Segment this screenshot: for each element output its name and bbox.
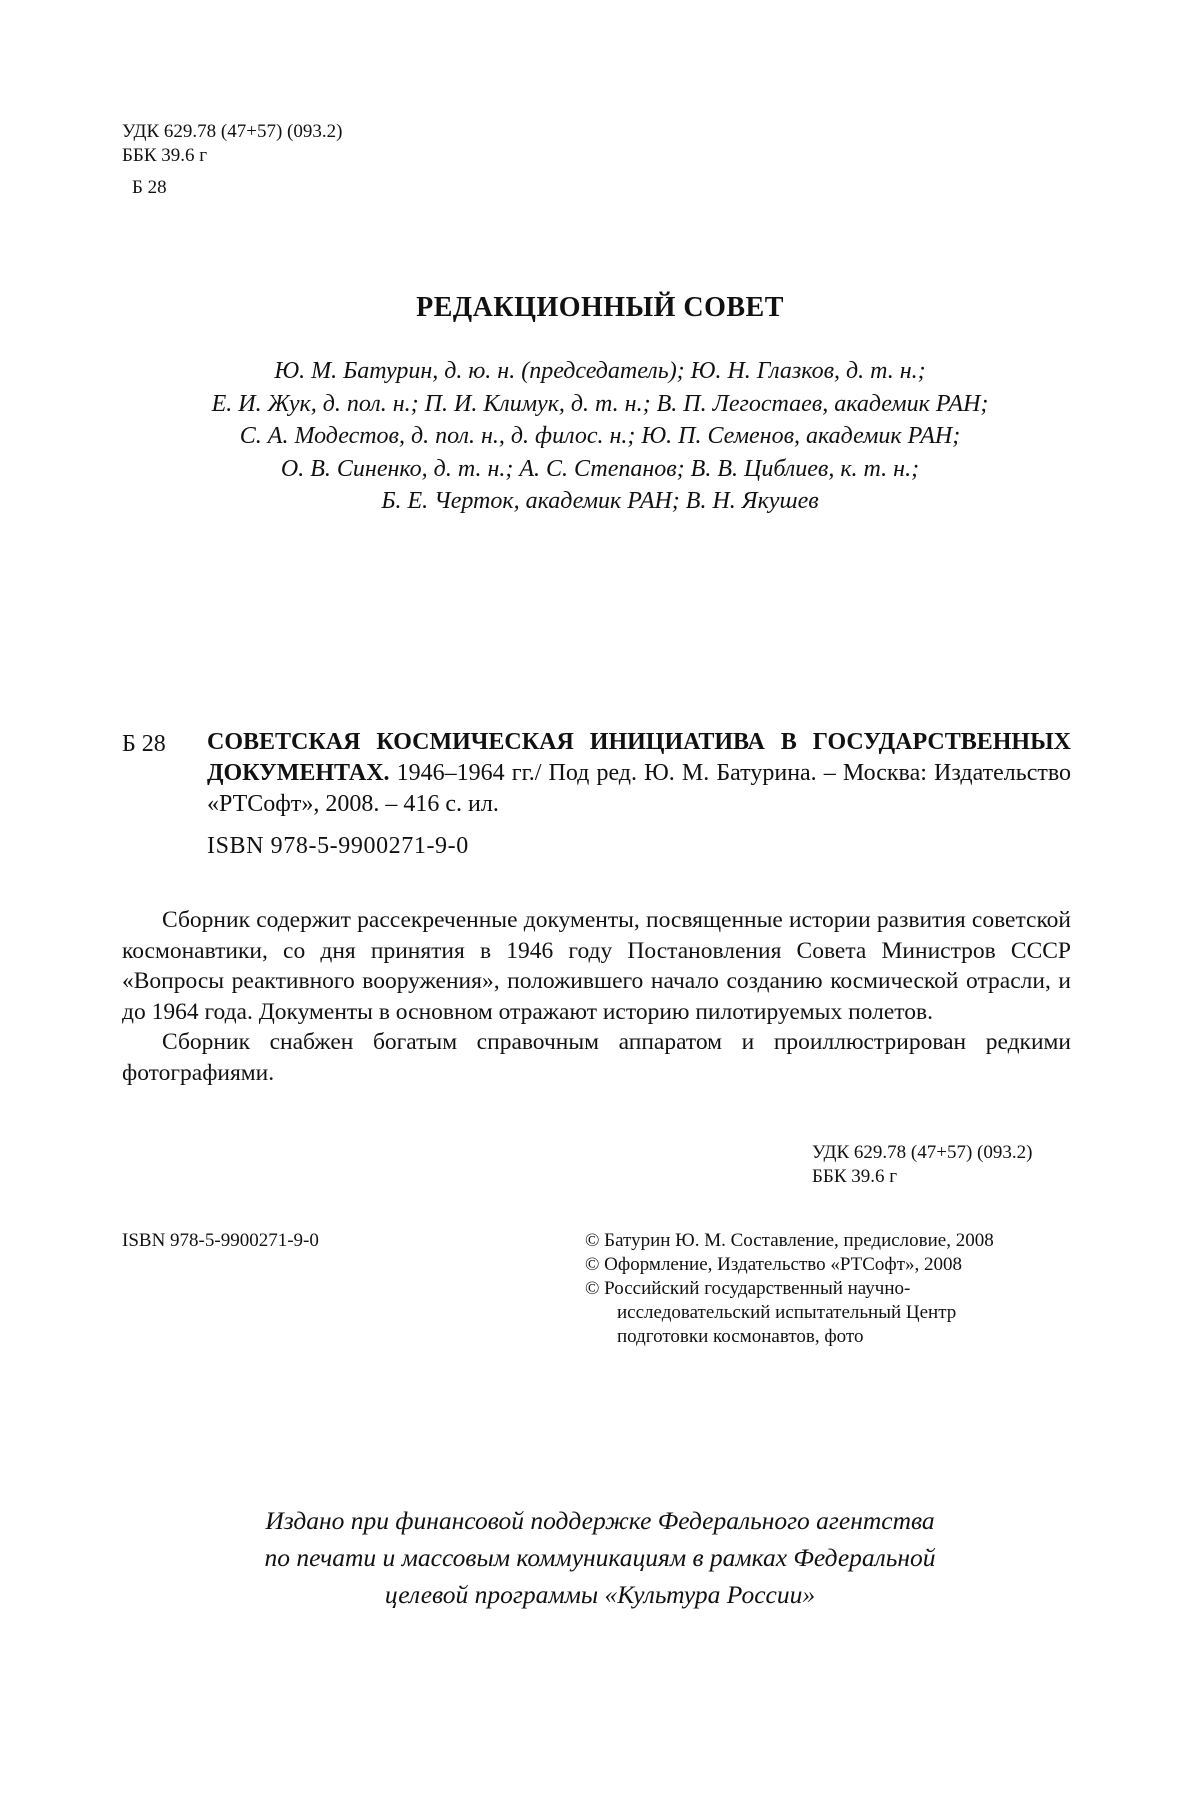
note-line: Издано при финансовой поддержке Федерального агентства: [265, 1506, 935, 1535]
catalog-isbn: ISBN 978-5-9900271-9-0: [207, 833, 469, 859]
udk-code: УДК 629.78 (47+57) (093.2): [122, 121, 343, 142]
copyright-line: © Российский государственный научно-: [585, 1278, 911, 1299]
book-details: 1946–1964 гг./ Под ред. Ю. М. Батурина. – Москва: Издательство «РТСофт», 2008. – 416 с. ил.: [207, 760, 1071, 817]
isbn-bottom: ISBN 978-5-9900271-9-0: [122, 1230, 319, 1251]
copyright-line: © Оформление, Издательство «РТСофт», 2008: [585, 1254, 963, 1275]
note-line: целевой программы «Культура России»: [384, 1580, 816, 1609]
editorial-board-heading: РЕДАКЦИОННЫЙ СОВЕТ: [416, 292, 784, 323]
editorial-board-members: [0, 355, 1200, 518]
bbk-code-bottom: ББК 39.6 г: [812, 1166, 898, 1187]
board-line: О. В. Синенко, д. т. н.; А. С. Степанов; В. В. Циблиев, к. т. н.;: [280, 455, 920, 482]
copyright-block: [585, 1229, 1085, 1349]
publisher-support-note: [0, 1502, 1200, 1613]
note-line: по печати и массовым коммуникациям в рамках Федеральной: [264, 1543, 936, 1572]
udk-code-bottom: УДК 629.78 (47+57) (093.2): [812, 1142, 1033, 1163]
annotation: [122, 905, 1071, 1088]
copyright-line-continuation: подготовки космонавтов, фото: [617, 1326, 864, 1347]
annotation-paragraph: Сборник снабжен богатым справочным аппаратом и проиллюстрирован редкими фотографиями.: [122, 1029, 1071, 1086]
catalog-entry-code: Б 28: [122, 731, 166, 757]
book-title: СОВЕТСКАЯ КОСМИЧЕСКАЯ ИНИЦИАТИВА В ГОСУДАРСТВЕННЫХ ДОКУМЕНТАХ.: [207, 729, 1071, 786]
copyright-line: © Батурин Ю. М. Составление, предисловие, 2008: [585, 1230, 994, 1251]
board-line: С. А. Модестов, д. пол. н., д. филос. н.; Ю. П. Семенов, академик РАН;: [239, 423, 961, 449]
top-catalog-codes: [122, 120, 342, 200]
author-sign: Б 28: [132, 177, 167, 198]
board-line: Е. И. Жук, д. пол. н.; П. И. Климук, д. т. н.; В. П. Легостаев, академик РАН;: [211, 390, 989, 417]
bbk-code: ББК 39.6 г: [122, 145, 208, 166]
bottom-catalog-codes: [812, 1141, 1032, 1189]
board-line: Б. Е. Черток, академик РАН; В. Н. Якушев: [381, 488, 819, 514]
catalog-entry: [207, 727, 1071, 820]
annotation-paragraph: Сборник содержит рассекреченные документы, посвященные истории развития советской космонавтики, со дня принятия в 1946 году Постановления Совета Министров СССР «Вопросы реактивного вооружения», положившего начало созданию космической отрасли, и до 1964 года. Документы в основном отражают историю пилотируемых полетов.: [122, 907, 1071, 1025]
copyright-line-continuation: исследовательский испытательный Центр: [617, 1302, 957, 1323]
board-line: Ю. М. Батурин, д. ю. н. (председатель); Ю. Н. Глазков, д. т. н.;: [274, 358, 926, 384]
